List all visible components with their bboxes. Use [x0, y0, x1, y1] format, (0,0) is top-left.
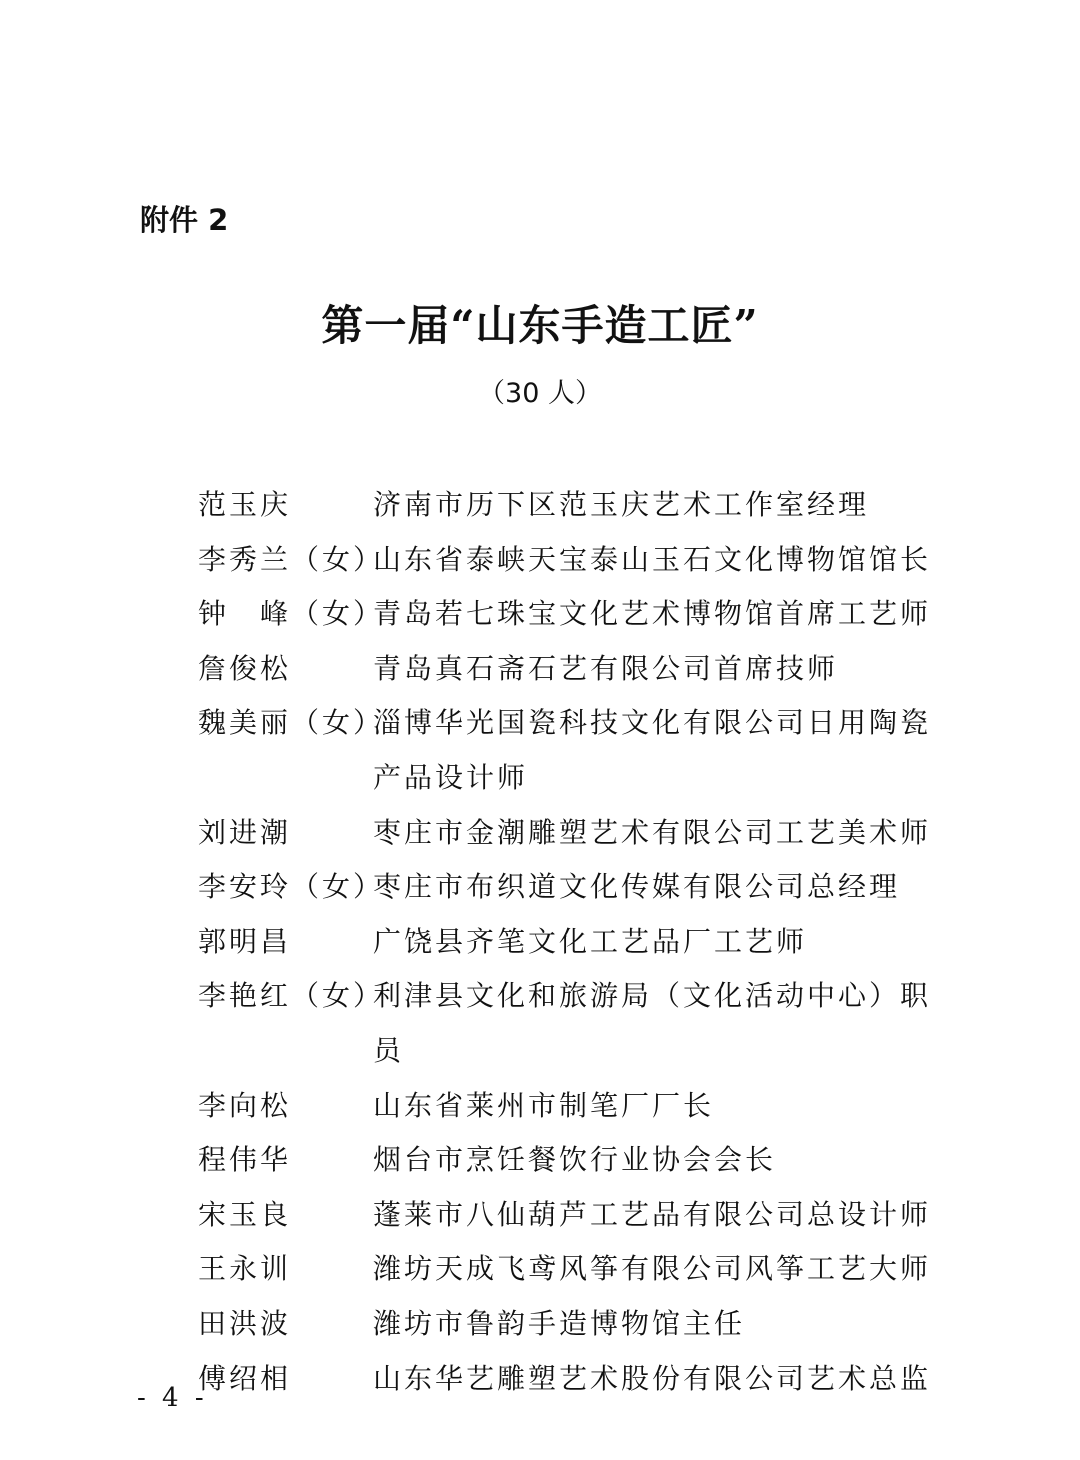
list-item — [198, 1133, 958, 1188]
list-item — [198, 642, 958, 697]
list-item — [198, 587, 958, 642]
honoree-name: 田洪波 — [198, 1306, 292, 1340]
honoree-title: 广饶县齐笔文化工艺品厂工艺师 — [373, 924, 808, 958]
honoree-title: 山东省莱州市制笔厂厂长 — [373, 1088, 715, 1122]
honoree-name: 李秀兰（女） — [198, 542, 385, 576]
honoree-name: 程伟华 — [198, 1143, 292, 1177]
list-item — [198, 969, 958, 1078]
list-item — [198, 696, 958, 805]
honoree-name: 李安玲（女） — [198, 870, 385, 904]
honoree-name: 李向松 — [198, 1088, 292, 1122]
honoree-title: 济南市历下区范玉庆艺术工作室经理 — [373, 488, 870, 521]
honoree-name: 范玉庆 — [198, 488, 292, 521]
list-item — [198, 915, 958, 970]
list-item — [198, 478, 958, 533]
honoree-title: 潍坊市鲁韵手造博物馆主任 — [373, 1306, 746, 1340]
honoree-title: 枣庄市金潮雕塑艺术有限公司工艺美术师 — [373, 815, 932, 849]
honoree-title: 青岛真石斋石艺有限公司首席技师 — [373, 651, 839, 685]
page-number: - 4 - — [137, 1383, 208, 1413]
list-item — [198, 1188, 958, 1243]
honoree-name: 宋玉良 — [198, 1197, 292, 1231]
document-subtitle: （30 人） — [478, 378, 602, 409]
list-item — [198, 806, 958, 861]
list-item — [198, 1079, 958, 1134]
list-item — [198, 533, 958, 588]
honoree-title: 潍坊天成飞鸢风筝有限公司风筝工艺大师 — [373, 1252, 932, 1286]
honoree-title: 蓬莱市八仙葫芦工艺品有限公司总设计师 — [373, 1197, 932, 1231]
honoree-name: 李艳红（女） — [198, 979, 385, 1013]
list-item — [198, 860, 958, 915]
honoree-title: 利津县文化和旅游局（文化活动中心）职员 — [373, 979, 932, 1067]
list-item — [198, 1352, 958, 1407]
honoree-name: 郭明昌 — [198, 924, 292, 958]
honoree-name: 詹俊松 — [198, 651, 292, 685]
list-item — [198, 1242, 958, 1297]
honoree-name: 钟 峰（女） — [198, 597, 385, 631]
honoree-title: 山东省泰峡天宝泰山玉石文化博物馆馆长 — [373, 542, 932, 576]
list-item — [198, 1297, 958, 1352]
honoree-title: 枣庄市布织道文化传媒有限公司总经理 — [373, 870, 901, 904]
honoree-list — [198, 478, 958, 1406]
attachment-label: 附件 2 — [140, 203, 229, 237]
honoree-title: 烟台市烹饪餐饮行业协会会长 — [373, 1143, 777, 1177]
honoree-title: 青岛若七珠宝文化艺术博物馆首席工艺师 — [373, 597, 932, 631]
honoree-name: 魏美丽（女） — [198, 706, 385, 740]
honoree-name: 王永训 — [198, 1252, 292, 1286]
honoree-name: 傅绍相 — [198, 1361, 292, 1395]
document-title: 第一届“山东手造工匠” — [321, 301, 759, 350]
honoree-title: 山东华艺雕塑艺术股份有限公司艺术总监 — [373, 1361, 932, 1395]
honoree-title: 淄博华光国瓷科技文化有限公司日用陶瓷产品设计师 — [373, 706, 932, 794]
honoree-name: 刘进潮 — [198, 815, 292, 849]
